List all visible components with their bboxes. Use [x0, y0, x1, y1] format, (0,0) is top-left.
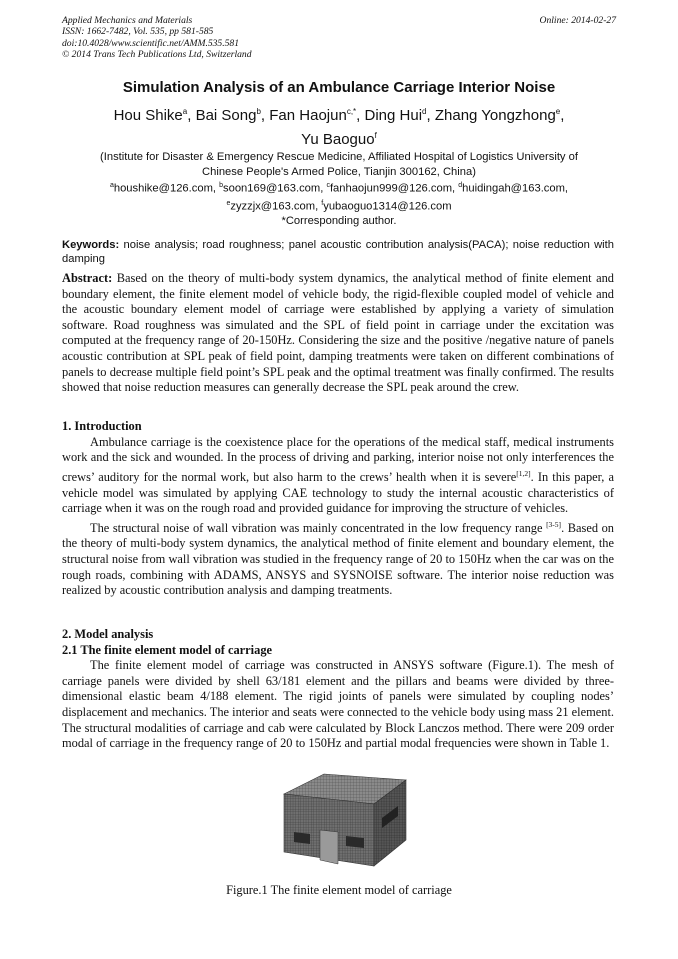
paper-title: Simulation Analysis of an Ambulance Carriage Interior Noise — [122, 79, 556, 96]
section-heading: 1. Introduction — [62, 419, 142, 433]
email-line — [40, 179, 638, 196]
abstract-text: Based on the theory of multi-body system dynamics, the analytical method of finite element and boundary element, the finite element model of vehicle body, the rigid-flexible coupled model of vehicle and the acoustic boundary element model of carriage were established by applying a variety of simulation software. Road roughness was simulated and the SPL of field point in carriage under the excitation was computed at the frequency range of 20-150Hz. Considering the size and the positive /negative nature of panels acoustic contribution at SPL peak of field point, damping treatments were taken on different combinations of panels to decrease multiple field point’s SPL peak and the optimal treatment was finally confirmed. The results showed that noise reduction measures can generally decrease the SPL peak around the crew. — [62, 271, 614, 395]
author-superscript: a — [182, 107, 188, 116]
online-date: Online: 2014-02-27 — [539, 15, 616, 26]
carriage-door — [320, 830, 338, 864]
email: fanhaojun999@126.com, — [329, 182, 459, 195]
citation: [1,2] — [516, 468, 531, 478]
author: Bai Song — [195, 107, 257, 124]
author: Hou Shike — [113, 107, 183, 124]
author-separator: , — [356, 107, 365, 124]
abstract-label: Abstract: — [62, 271, 113, 285]
email-superscript: d — [458, 182, 463, 190]
doi: doi:10.4028/www.scientific.net/AMM.535.581 — [62, 37, 240, 49]
paragraph-text: The structural noise of wall vibration was mainly concentrated in the low frequency range — [90, 520, 547, 535]
journal-header — [62, 15, 252, 61]
email-line — [40, 197, 638, 214]
corresponding-author: *Corresponding author. — [281, 214, 397, 227]
copyright: © 2014 Trans Tech Publications Ltd, Switzerland — [62, 49, 252, 61]
keywords-text: noise analysis; road roughness; panel acoustic contribution analysis(PACA); noise reduction with damping — [62, 239, 614, 265]
introduction-section — [62, 419, 614, 599]
paragraph — [62, 435, 614, 517]
email: zyzzjx@163.com, — [230, 200, 322, 213]
email: houshike@126.com, — [113, 182, 220, 195]
keywords-label: Keywords: — [62, 239, 120, 251]
paragraph-text: Ambulance carriage is the coexistence place for the operations of the medical staff, medical instruments work and the sick and wounded. In the process of driving and parking, interior noise not only interferences the crews’ auditory for the normal work, but also harm to the crews’ health when it is severe — [62, 434, 614, 484]
paragraph-text: . In this paper, a vehicle model was simulated by applying CAE technology to study the internal acoustic characteristics of carriage when it was on the rough road and provided guidance for improving the structure of vehicles. — [62, 469, 614, 516]
author: Ding Hui — [364, 107, 423, 124]
model-analysis-section — [62, 627, 614, 752]
email-superscript: a — [109, 182, 114, 190]
email: huidingah@163.com, — [462, 182, 569, 195]
affiliation-line: Chinese People's Armed Police, Tianjin 300162, China) — [202, 165, 476, 178]
author: Yu Baoguo — [301, 131, 375, 148]
paragraph: The finite element model of carriage was constructed in ANSYS software (Figure.1). The mesh of carriage panels were divided by shell 63/181 element and the pillars and beams were divided by three-dimensional elastic beam 4/188 element. The rigid joints of panels were simulated by coupling nodes’ displacement and mechanics. The interior and seats were connected to the vehicle body using mass 21 element. The structural modalities of carriage and cab were calculated by Block Lanczos method. There were 209 order modal of carriage in the frequency range of 20 to 150Hz and partial modal frequencies were shown in Table 1. — [62, 658, 614, 751]
author-separator: , — [560, 107, 565, 124]
email-superscript: c — [326, 182, 330, 190]
email-superscript: b — [219, 182, 224, 190]
abstract — [62, 271, 614, 396]
section-heading: 2. Model analysis — [62, 627, 154, 641]
figure-caption: Figure.1 The finite element model of carriage — [226, 883, 452, 897]
author-superscript: d — [422, 107, 427, 116]
author-superscript: c,* — [346, 107, 357, 116]
email: yubaoguo1314@126.com — [323, 200, 452, 213]
email-superscript: f — [321, 199, 324, 207]
carriage-window — [346, 836, 364, 848]
citation: [3-5] — [546, 519, 562, 529]
author-separator: , — [426, 107, 435, 124]
affiliation-block — [40, 150, 638, 228]
email-superscript: e — [226, 199, 231, 207]
subsection-heading: 2.1 The finite element model of carriage — [62, 642, 273, 657]
author-superscript: f — [374, 131, 377, 140]
author: Fan Haojun — [269, 107, 347, 124]
author-superscript: e — [555, 107, 561, 116]
keywords — [62, 238, 614, 266]
carriage-window — [294, 832, 310, 844]
journal-name: Applied Mechanics and Materials — [62, 15, 193, 26]
email: soon169@163.com, — [223, 182, 327, 195]
author-superscript: b — [256, 107, 261, 116]
paragraph-text: . Based on the theory of multi-body system dynamics, the analytical method of finite element and boundary element, the structural noise from wall vibration was studied in the frequency range of 20 to 150Hz when the car was on the rough roads, combining with ADAMS, ANSYS and SYSNOISE software. The interior noise reduction was realized by acoustic contribution analysis and damping treatments. — [62, 520, 614, 598]
author-list — [70, 102, 608, 150]
author: Zhang Yongzhong — [434, 107, 556, 124]
paragraph — [62, 517, 614, 599]
issn: ISSN: 1662-7482, Vol. 535, pp 581-585 — [62, 26, 214, 38]
finite-element-model-figure — [272, 770, 412, 872]
affiliation-line: (Institute for Disaster & Emergency Rescue Medicine, Affiliated Hospital of Logistics University of — [100, 151, 578, 163]
author-separator: , — [260, 107, 270, 124]
author-separator: , — [187, 107, 196, 124]
